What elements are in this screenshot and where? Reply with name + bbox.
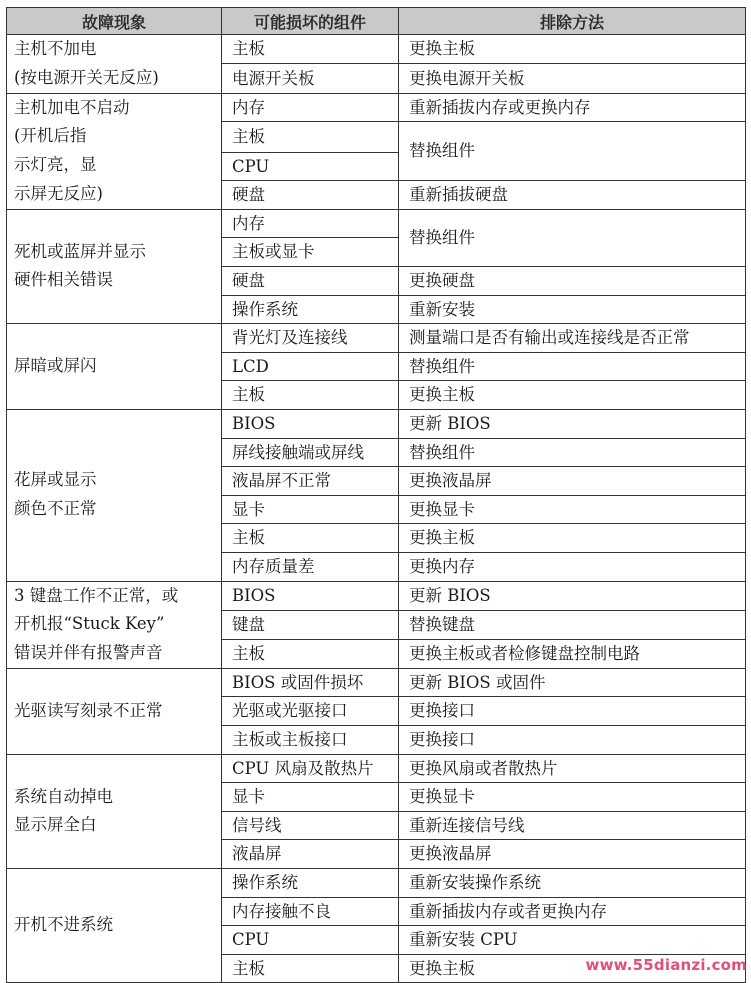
fix-cell: 替换键盘 xyxy=(399,610,746,639)
symptom-cell: 主机不加电 (按电源开关无反应) xyxy=(7,35,222,94)
table-row xyxy=(7,869,746,898)
table-row xyxy=(7,409,746,438)
table-row xyxy=(7,324,746,353)
header-component: 可能损坏的组件 xyxy=(222,8,399,35)
fix-cell: 重新插拔内存或者更换内存 xyxy=(399,897,746,926)
component-cell: 主板或主板接口 xyxy=(222,726,399,755)
table-row xyxy=(7,581,746,610)
fix-cell: 替换组件 xyxy=(399,122,746,181)
component-cell: 硬盘 xyxy=(222,266,399,295)
component-cell: 主板 xyxy=(222,35,399,64)
component-cell: 主板 xyxy=(222,639,399,668)
header-symptom: 故障现象 xyxy=(7,8,222,35)
fix-cell: 更换主板 xyxy=(399,524,746,553)
fix-cell: 更换显卡 xyxy=(399,495,746,524)
symptom-cell: 开机不进系统 xyxy=(7,869,222,983)
table-row xyxy=(7,754,746,783)
header-row xyxy=(7,8,746,35)
table-row xyxy=(7,35,746,64)
table-row xyxy=(7,209,746,238)
component-cell: 内存接触不良 xyxy=(222,897,399,926)
component-cell: BIOS xyxy=(222,581,399,610)
component-cell: BIOS 或固件损坏 xyxy=(222,668,399,697)
component-cell: 液晶屏 xyxy=(222,840,399,869)
component-cell: 内存质量差 xyxy=(222,552,399,581)
fix-cell: 重新安装 xyxy=(399,295,746,324)
symptom-cell: 花屏或显示 颜色不正常 xyxy=(7,409,222,581)
component-cell: 屏线接触端或屏线 xyxy=(222,438,399,467)
fix-cell: 替换组件 xyxy=(399,438,746,467)
fix-cell: 重新插拔内存或更换内存 xyxy=(399,93,746,122)
fix-cell: 更新 BIOS xyxy=(399,409,746,438)
symptom-cell: 光驱读写刻录不正常 xyxy=(7,668,222,754)
component-cell: BIOS xyxy=(222,409,399,438)
fix-cell: 测量端口是否有输出或连接线是否正常 xyxy=(399,324,746,353)
component-cell: 背光灯及连接线 xyxy=(222,324,399,353)
symptom-cell: 系统自动掉电 显示屏全白 xyxy=(7,754,222,868)
fix-cell: 更换主板或者检修键盘控制电路 xyxy=(399,639,746,668)
fix-cell: 重新安装操作系统 xyxy=(399,869,746,898)
component-cell: 内存 xyxy=(222,209,399,238)
symptom-cell: 主机加电不启动 (开机后指 示灯亮，显 示屏无反应) xyxy=(7,93,222,209)
table-row xyxy=(7,93,746,122)
fix-cell: 重新连接信号线 xyxy=(399,811,746,840)
fix-cell: 更换接口 xyxy=(399,726,746,755)
fix-cell: 更换液晶屏 xyxy=(399,467,746,496)
component-cell: 信号线 xyxy=(222,811,399,840)
component-cell: CPU 风扇及散热片 xyxy=(222,754,399,783)
fix-cell: 更换主板 xyxy=(399,381,746,410)
watermark: www.55dianzi.com xyxy=(585,956,747,974)
fix-cell: 更换硬盘 xyxy=(399,266,746,295)
fix-cell: 替换组件 xyxy=(399,209,746,266)
component-cell: 硬盘 xyxy=(222,181,399,210)
fix-cell: 更换显卡 xyxy=(399,783,746,812)
fix-cell: 更换风扇或者散热片 xyxy=(399,754,746,783)
troubleshooting-table xyxy=(6,7,746,983)
component-cell: 操作系统 xyxy=(222,295,399,324)
fix-cell: 重新安装 CPU xyxy=(399,926,746,955)
component-cell: 内存 xyxy=(222,93,399,122)
symptom-cell: 死机或蓝屏并显示 硬件相关错误 xyxy=(7,209,222,323)
fix-cell: 更换主板 xyxy=(399,954,746,983)
fix-cell: 更换液晶屏 xyxy=(399,840,746,869)
component-cell: 显卡 xyxy=(222,783,399,812)
fix-cell: 更新 BIOS xyxy=(399,581,746,610)
fix-cell: 更换接口 xyxy=(399,697,746,726)
component-cell: 主板 xyxy=(222,954,399,983)
component-cell: 光驱或光驱接口 xyxy=(222,697,399,726)
component-cell: 键盘 xyxy=(222,610,399,639)
component-cell: 电源开关板 xyxy=(222,64,399,93)
symptom-cell: 3 键盘工作不正常，或 开机报“Stuck Key” 错误并伴有报警声音 xyxy=(7,581,222,668)
table-body xyxy=(7,35,746,983)
fix-cell: 更换主板 xyxy=(399,35,746,64)
fix-cell: 更换电源开关板 xyxy=(399,64,746,93)
fix-cell: 重新插拔硬盘 xyxy=(399,181,746,210)
component-cell: CPU xyxy=(222,926,399,955)
component-cell: 显卡 xyxy=(222,495,399,524)
component-cell: 主板或显卡 xyxy=(222,238,399,267)
symptom-cell: 屏暗或屏闪 xyxy=(7,324,222,410)
component-cell: 主板 xyxy=(222,381,399,410)
table-row xyxy=(7,668,746,697)
component-cell: 主板 xyxy=(222,524,399,553)
fix-cell: 更换内存 xyxy=(399,552,746,581)
fix-cell: 替换组件 xyxy=(399,352,746,381)
component-cell: 操作系统 xyxy=(222,869,399,898)
component-cell: 液晶屏不正常 xyxy=(222,467,399,496)
component-cell: LCD xyxy=(222,352,399,381)
header-fix: 排除方法 xyxy=(399,8,746,35)
component-cell: CPU xyxy=(222,152,399,181)
fix-cell: 更新 BIOS 或固件 xyxy=(399,668,746,697)
component-cell: 主板 xyxy=(222,122,399,152)
